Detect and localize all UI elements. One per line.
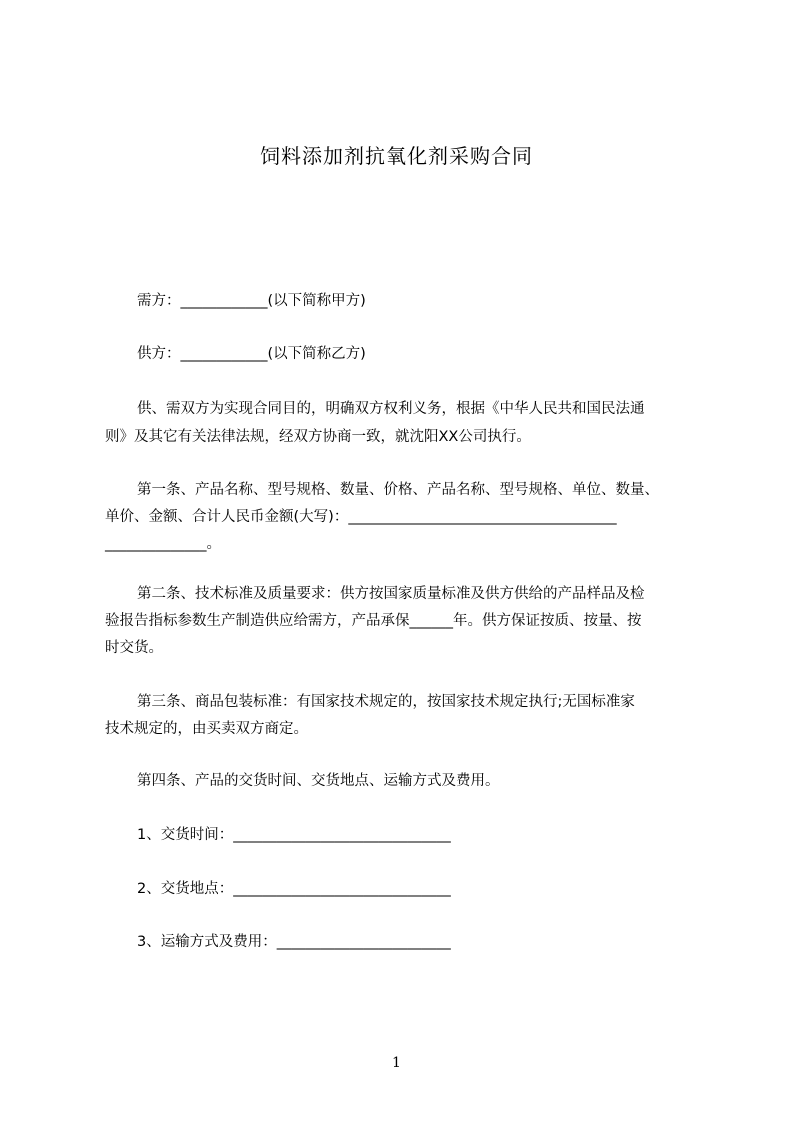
- intro-paragraph-line-1: 供、需双方为实现合同目的，明确双方权利义务，根据《中华人民共和国民法通: [137, 401, 645, 417]
- article-2-line-2: 验报告指标参数生产制造供应给需方，产品承保______年。供方保证按质、按量、按: [105, 613, 642, 629]
- article-4-heading: 第四条、产品的交货时间、交货地点、运输方式及费用。: [137, 773, 500, 789]
- buyer-line: 需方：____________(以下简称甲方): [137, 293, 366, 309]
- page-title: 饲料添加剂抗氧化剂采购合同: [260, 144, 533, 168]
- article-3-line-2: 技术规定的，由买卖双方商定。: [105, 721, 308, 737]
- intro-paragraph-line-2: 则》及其它有关法律法规，经双方协商一致，就沈阳XX公司执行。: [105, 429, 531, 445]
- supplier-line: 供方：____________(以下简称乙方): [137, 346, 366, 362]
- article-3-line-1: 第三条、商品包装标准：有国家技术规定的，按国家技术规定执行;无国标准家: [137, 694, 635, 710]
- delivery-place-line: 2、交货地点：______________________________: [137, 881, 451, 897]
- transport-line: 3、运输方式及费用：________________________: [137, 934, 451, 950]
- article-1-line-3: ______________。: [105, 536, 221, 552]
- article-2-line-1: 第二条、技术标准及质量要求：供方按国家质量标准及供方供给的产品样品及检: [137, 586, 645, 602]
- delivery-time-line: 1、交货时间：______________________________: [137, 827, 451, 843]
- article-2-line-3: 时交货。: [105, 640, 163, 656]
- page-number: 1: [392, 1055, 401, 1071]
- article-1-line-1: 第一条、产品名称、型号规格、数量、价格、产品名称、型号规格、单位、数量、: [137, 482, 659, 498]
- article-1-line-2: 单价、金额、合计人民币金额(大写)：_____________________________________: [105, 509, 617, 525]
